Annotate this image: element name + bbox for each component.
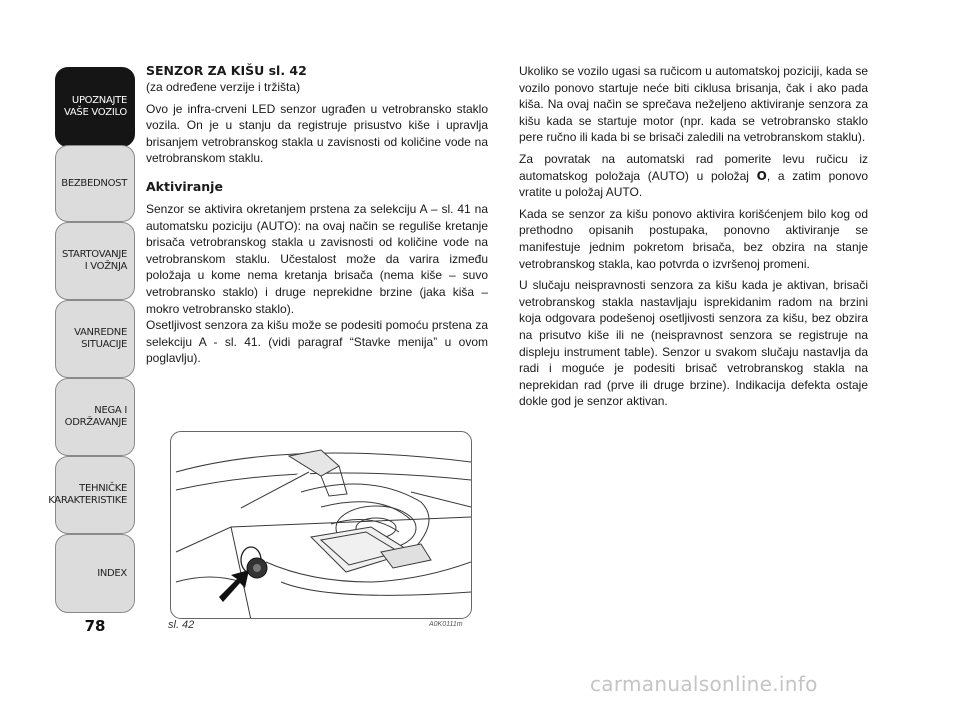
paragraph-return-auto-start: Za povratak na automatski rad pomerite levu ručicu iz automatskog položaja (AUTO) u položaj xyxy=(519,151,868,183)
page-number: 78 xyxy=(84,617,106,635)
right-column xyxy=(519,63,868,415)
figure-code: A0K0111m xyxy=(429,621,463,628)
tab-upoznajte-vase-vozilo[interactable]: UPOZNAJTE VAŠE VOZILO xyxy=(55,67,135,147)
site-watermark: carmanualsonline.info xyxy=(590,672,818,696)
paragraph-restart: Ukoliko se vozilo ugasi sa ručicom u automatskoj poziciji, kada se vozilo ponovo startuje neće biti ciklusa brisanja, čak i ako pada kiša. Na ovaj način se sprečava neželjeno aktiviranje senzora za kišu kada se startuje motor (npr. kada se vetrobransko staklo pere ručno ili kada bi se brisači zaledili na vetrobranskom staklu). xyxy=(519,64,868,145)
windshield-sensor-illustration xyxy=(171,432,472,619)
arrow-icon xyxy=(219,570,249,602)
paragraph-return-auto-end: , a zatim ponovo vratite u položaj AUTO. xyxy=(519,168,868,200)
rain-sensor-figure xyxy=(170,431,472,619)
tab-index[interactable]: INDEX xyxy=(55,534,135,613)
paragraph-reactivation: Kada se senzor za kišu ponovo aktivira korišćenjem bilo kog od prethodno opisanih postupaka, ponovno aktiviranje se manifestuje jednim pokretom brisača, bez obzira na stanje vetrobranskog stakla, kao potvrda o izvršenoj promeni. xyxy=(519,206,868,271)
tab-bezbednost[interactable]: BEZBEDNOST xyxy=(55,145,135,222)
left-column xyxy=(146,63,488,372)
tab-startovanje-i-voznja[interactable]: STARTOVANJE I VOŽNJA xyxy=(55,222,135,300)
version-note: (za određene verzije i tržišta) xyxy=(146,80,301,94)
section-heading: SENZOR ZA KIŠU sl. 42 xyxy=(146,63,307,78)
paragraph-return-auto xyxy=(519,151,868,201)
subsection-heading: Aktiviranje xyxy=(146,178,223,194)
activation-paragraph: Senzor se aktivira okretanjem prstena za selekciju A – sl. 41 na automatsku poziciju (AUTO): na ovaj način se reguliše kretanje brisača vetrobranskog stakla u zavisnosti od količine vode na vetrobranskom staklu. Učestalost može da varira između položaja u kome nema kretanja brisača (nema kiše – suvo vetrobransko staklo) i druge neprekidne brzine (jaka kiša – mokro vetrobransko staklo). xyxy=(146,201,488,316)
sensitivity-paragraph: Osetljivost senzora za kišu može se podesiti pomoću prstena za selekciju A - sl. 41. (vidi paragraf “Stavke menija” u ovom poglavlju). xyxy=(146,318,488,366)
tab-vanredne-situacije[interactable]: VANREDNE SITUACIJE xyxy=(55,300,135,378)
tab-tehnicke-karakteristike[interactable]: TEHNIČKE KARAKTERISTIKE xyxy=(55,456,135,534)
paragraph-malfunction: U slučaju neispravnosti senzora za kišu kada je aktivan, brisači vetrobranskog stakla nastavljaju isprekidanim radom na brzini koja odgovara podešenoj osetljivosti senzora za kišu, bez obzira na prisutvo kiše ili ne (neispravnost senzora se registruje na displeju instrument table). Senzor u svakom slučaju nastavlja da radi i moguće je podesiti brisač vetrobranskog stakla na neprekidan rad (prve ili druge brzine). Indikacija defekta ostaje dokle god je senzor aktivan. xyxy=(519,278,868,409)
intro-paragraph: Ovo je infra-crveni LED senzor ugrađen u vetrobransko staklo vozila. On je u stanju da registruje prisustvo kiše i upravlja brisanjem vetrobranskog stakla u zavisnosti od količine vode na vetrobranskom staklu. xyxy=(146,101,488,166)
figure-caption: sl. 42 xyxy=(168,619,195,631)
tab-nega-i-odrzavanje[interactable]: NEGA I ODRŽAVANJE xyxy=(55,378,135,456)
position-o-symbol: O xyxy=(756,168,767,183)
